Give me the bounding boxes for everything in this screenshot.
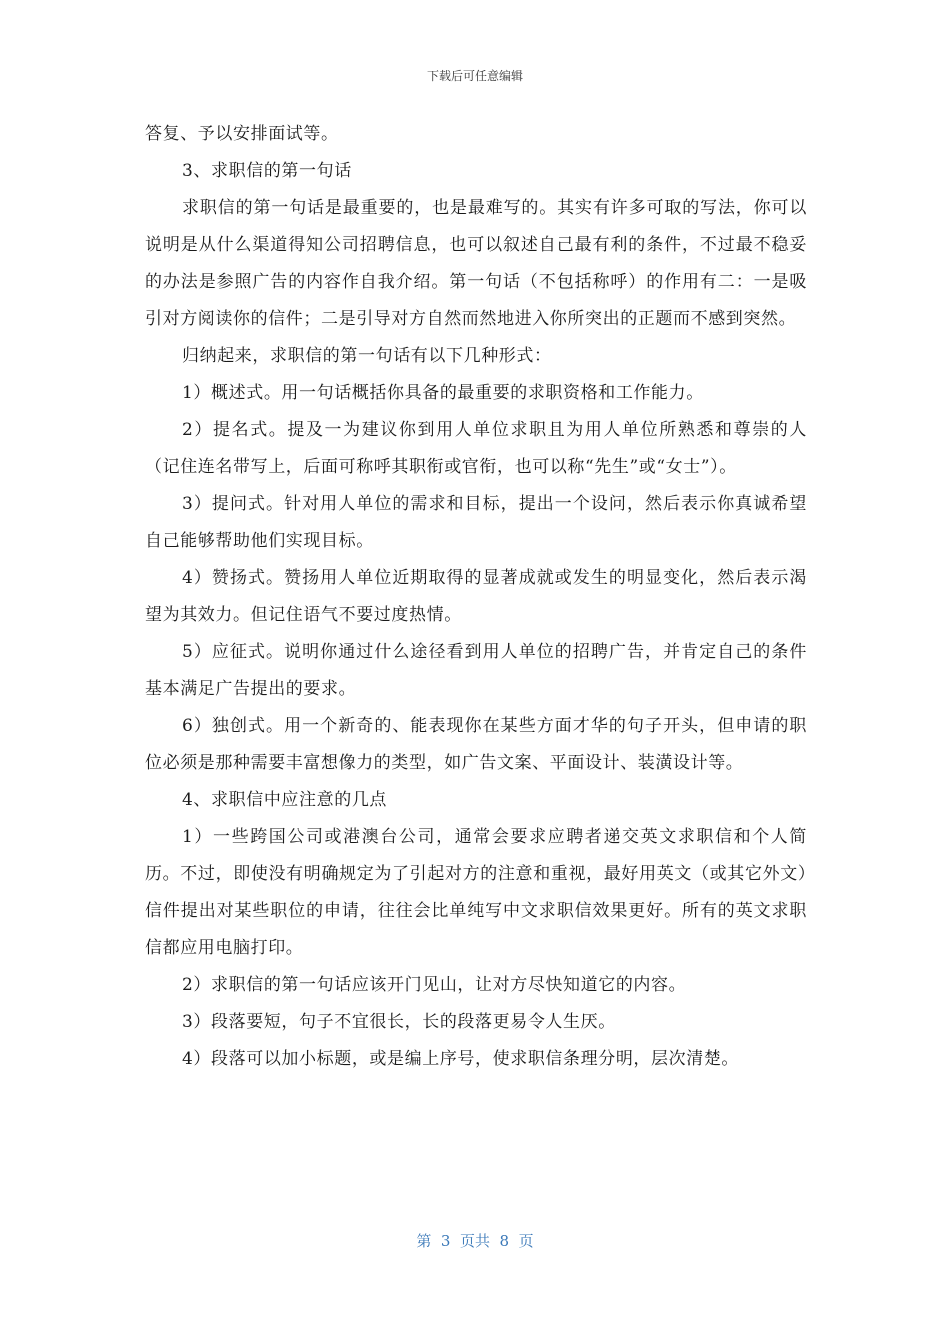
list-item: 3）提问式。针对用人单位的需求和目标，提出一个设问，然后表示你真诚希望自己能够帮助他们实现目标。	[145, 494, 807, 551]
list-item: 6）独创式。用一个新奇的、能表现你在某些方面才华的句子开头，但申请的职位必须是那种需要丰富想像力的类型，如广告文案、平面设计、装潢设计等。	[145, 716, 807, 773]
list-item: 2）求职信的第一句话应该开门见山，让对方尽快知道它的内容。	[182, 975, 687, 995]
list-item: 1）概述式。用一句话概括你具备的最重要的求职资格和工作能力。	[182, 383, 704, 403]
section-heading: 3、求职信的第一句话	[182, 161, 352, 181]
page-number-footer: 第 3 页共 8 页	[416, 1232, 534, 1250]
paragraph: 归纳起来，求职信的第一句话有以下几种形式：	[182, 346, 552, 366]
section-heading: 4、求职信中应注意的几点	[182, 790, 388, 810]
document-body	[145, 116, 807, 1078]
page-header: 下载后可任意编辑	[426, 69, 523, 83]
list-item: 2）提名式。提及一为建议你到用人单位求职且为用人单位所熟悉和尊崇的人（记住连名带写上，后面可称呼其职衔或官衔，也可以称“先生”或“女士”）。	[145, 420, 807, 477]
list-item: 5）应征式。说明你通过什么途径看到用人单位的招聘广告，并肯定自己的条件基本满足广告提出的要求。	[145, 642, 807, 699]
list-item: 1）一些跨国公司或港澳台公司，通常会要求应聘者递交英文求职信和个人简历。不过，即使没有明确规定为了引起对方的注意和重视，最好用英文（或其它外文）信件提出对某些职位的申请，往往会比单纯写中文求职信效果更好。所有的英文求职信都应用电脑打印。	[145, 827, 807, 958]
list-item: 4）赞扬式。赞扬用人单位近期取得的显著成就或发生的明显变化，然后表示渴望为其效力。但记住语气不要过度热情。	[145, 568, 807, 625]
list-item: 4）段落可以加小标题，或是编上序号，使求职信条理分明，层次清楚。	[182, 1049, 740, 1069]
list-item: 3）段落要短，句子不宜很长，长的段落更易令人生厌。	[182, 1012, 616, 1032]
paragraph: 答复、予以安排面试等。	[145, 124, 339, 144]
paragraph: 求职信的第一句话是最重要的，也是最难写的。其实有许多可取的写法，你可以说明是从什么渠道得知公司招聘信息，也可以叙述自己最有利的条件，不过最不稳妥的办法是参照广告的内容作自我介绍。第一句话（不包括称呼）的作用有二：一是吸引对方阅读你的信件；二是引导对方自然而然地进入你所突出的正题而不感到突然。	[145, 198, 807, 329]
